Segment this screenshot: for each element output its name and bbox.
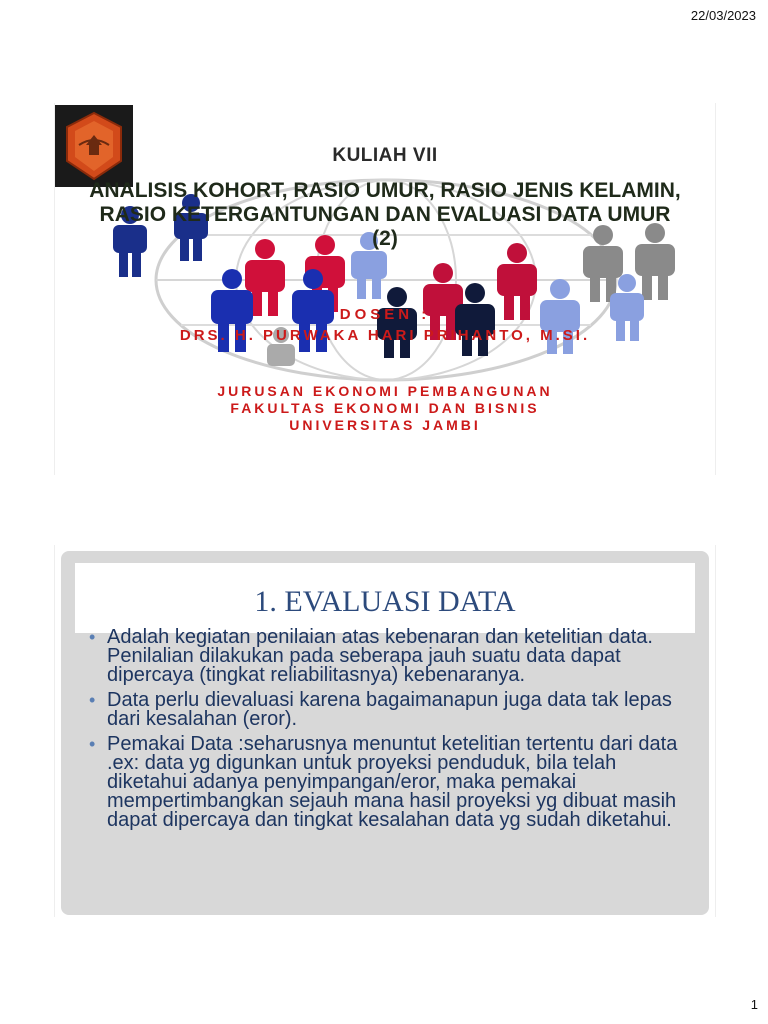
bullet-marker: • — [89, 627, 96, 647]
university-name: UNIVERSITAS JAMBI — [289, 417, 481, 433]
bullet-marker: • — [89, 734, 96, 754]
bullet-marker: • — [89, 690, 96, 710]
lecture-number: KULIAH VII — [332, 145, 438, 166]
title-slide — [54, 103, 716, 475]
content-slide-frame — [54, 545, 716, 917]
bullet-text: Adalah kegiatan penilaian atas kebenaran dan ketelitian data. Penilalian dilakukan pada seberapa jauh suatu data dapat dipercaya (tingkat reliabilitasnya) kebenaranya. — [107, 626, 653, 686]
department-name: JURUSAN EKONOMI PEMBANGUNAN — [217, 383, 553, 399]
page-date: 22/03/2023 — [690, 8, 756, 23]
bullet-text: Data perlu dievaluasi karena bagaimanapun juga data tak lepas dari kesalahan (eror). — [107, 689, 672, 730]
lecturer-label: DOSEN : — [339, 306, 431, 323]
bullet-list — [89, 628, 699, 836]
lecture-title: ANALISIS KOHORT, RASIO UMUR, RASIO JENIS KELAMIN, RASIO KETERGANTUNGAN DAN EVALUASI DATA UMUR (2) — [89, 179, 681, 250]
bullet-item — [89, 735, 699, 830]
bullet-text: Pemakai Data :seharusnya menuntut ketelitian tertentu dari data .ex: data yg digunkan untuk proyeksi penduduk, bila telah diketahui adanya penyimpangan/eror, maka pemakai mempertimbangkan sejauh mana hasil proyeksi yg dibuat masih dapat dipercaya dan tingkat kesalahan data yg sudah diketahui. — [107, 733, 678, 831]
lecturer-name: DRS. H. PURWAKA HARI PRIHANTO, M.SI. — [179, 327, 591, 344]
page-number: 1 — [750, 997, 758, 1012]
faculty-name: FAKULTAS EKONOMI DAN BISNIS — [230, 400, 540, 416]
bullet-item — [89, 628, 699, 685]
slide-title-box — [75, 563, 695, 633]
bullet-item — [89, 691, 699, 729]
content-slide — [61, 551, 709, 915]
slide-title: 1. EVALUASI DATA — [254, 585, 516, 618]
